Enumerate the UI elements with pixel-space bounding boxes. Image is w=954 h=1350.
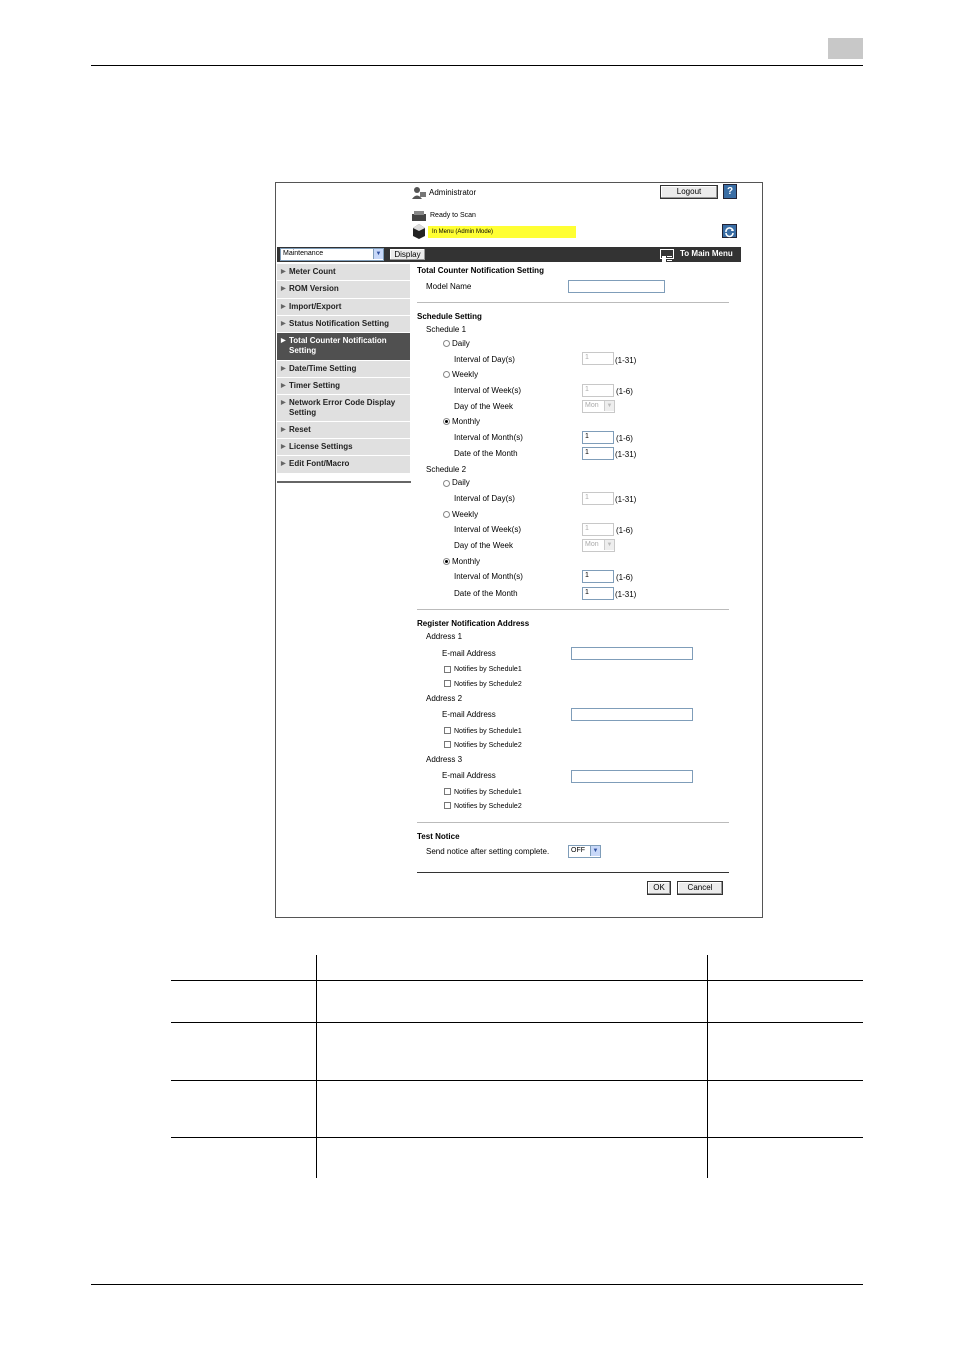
refresh-icon[interactable] <box>722 224 737 238</box>
schedule1-weekly-label: Weekly <box>452 370 479 379</box>
address3-notify-schedule2-checkbox[interactable] <box>444 802 451 809</box>
schedule2-interval-weeks-range: (1-6) <box>616 526 633 535</box>
schedule1-monthly-label: Monthly <box>452 417 481 426</box>
schedule2-date-of-month-range: (1-31) <box>615 590 637 599</box>
address3-email-label: E-mail Address <box>442 771 496 780</box>
admin-icon <box>412 186 426 199</box>
sidebar-item-license-settings[interactable]: ▶ License Settings <box>277 439 410 456</box>
sidebar-item-meter-count[interactable]: ▶ Meter Count <box>277 264 410 281</box>
table-top-rule <box>171 980 863 981</box>
chevron-down-icon: ▼ <box>590 846 600 856</box>
schedule2-date-of-month-label: Date of the Month <box>454 589 518 598</box>
schedule1-day-of-week-label: Day of the Week <box>454 402 513 411</box>
logout-button[interactable]: Logout <box>660 185 718 199</box>
status-mode-text: In Menu (Admin Mode) <box>432 229 494 235</box>
schedule2-interval-days-input[interactable]: 1 <box>582 492 614 505</box>
schedule1-interval-days-input[interactable]: 1 <box>582 352 614 365</box>
address2-title: Address 2 <box>426 694 463 703</box>
schedule1-date-of-month-label: Date of the Month <box>454 449 518 458</box>
schedule2-day-of-week-select[interactable]: Mon ▼ <box>582 539 615 552</box>
schedule1-daily-label: Daily <box>452 339 470 348</box>
schedule1-date-of-month-range: (1-31) <box>615 450 637 459</box>
sidebar-item-total-counter-notification[interactable]: ▶ Total Counter Notification Setting <box>277 333 410 361</box>
schedule2-day-of-week-label: Day of the Week <box>454 541 513 550</box>
status-ready: Ready to Scan <box>430 212 476 219</box>
to-main-menu-link[interactable]: To Main Menu <box>680 249 733 258</box>
status-mode-bar <box>428 226 576 238</box>
sidebar <box>276 264 412 482</box>
schedule2-weekly-radio[interactable] <box>443 511 450 518</box>
arrow-right-icon: ▶ <box>281 366 286 372</box>
table-row-rule <box>171 1080 863 1081</box>
sidebar-item-timer[interactable]: ▶ Timer Setting <box>277 378 410 395</box>
address1-notify-schedule2-label: Notifies by Schedule2 <box>454 681 522 688</box>
schedule2-daily-label: Daily <box>452 478 470 487</box>
schedule2-monthly-radio[interactable] <box>443 558 450 565</box>
page-number-tab <box>828 38 863 59</box>
arrow-right-icon: ▶ <box>281 321 286 327</box>
page-header-rule <box>91 65 863 66</box>
schedule2-weekly-label: Weekly <box>452 510 479 519</box>
table-row-rule <box>171 1137 863 1138</box>
category-select-value: Maintenance <box>283 250 324 257</box>
arrow-right-icon: ▶ <box>281 269 286 275</box>
schedule2-interval-months-label: Interval of Month(s) <box>454 572 523 581</box>
schedule-setting-title: Schedule Setting <box>417 312 482 321</box>
address1-email-label: E-mail Address <box>442 649 496 658</box>
schedule1-title: Schedule 1 <box>426 325 467 334</box>
schedule2-interval-weeks-input[interactable]: 1 <box>582 523 614 536</box>
model-name-input[interactable] <box>568 280 665 293</box>
address3-notify-schedule1-label: Notifies by Schedule1 <box>454 789 522 796</box>
test-notice-title: Test Notice <box>417 832 460 841</box>
arrow-right-icon: ▶ <box>281 400 286 406</box>
arrow-right-icon: ▶ <box>281 461 286 467</box>
schedule2-title: Schedule 2 <box>426 465 467 474</box>
address1-notify-schedule1-checkbox[interactable] <box>444 666 451 673</box>
address2-notify-schedule2-label: Notifies by Schedule2 <box>454 742 522 749</box>
schedule1-interval-weeks-range: (1-6) <box>616 387 633 396</box>
schedule1-interval-months-range: (1-6) <box>616 434 633 443</box>
divider <box>417 302 729 303</box>
address3-notify-schedule2-label: Notifies by Schedule2 <box>454 803 522 810</box>
divider <box>417 872 729 873</box>
schedule1-interval-days-range: (1-31) <box>615 356 637 365</box>
table-column-rule <box>707 955 708 1178</box>
schedule2-interval-days-label: Interval of Day(s) <box>454 494 515 503</box>
register-address-title: Register Notification Address <box>417 619 530 628</box>
sidebar-item-edit-font-macro[interactable]: ▶ Edit Font/Macro <box>277 456 410 474</box>
schedule2-interval-months-input[interactable]: 1 <box>582 570 614 583</box>
sidebar-item-import-export[interactable]: ▶ Import/Export <box>277 299 410 316</box>
schedule1-weekly-radio[interactable] <box>443 371 450 378</box>
address2-email-label: E-mail Address <box>442 710 496 719</box>
schedule1-daily-radio[interactable] <box>443 340 450 347</box>
help-icon: ? <box>726 186 734 197</box>
address3-title: Address 3 <box>426 755 463 764</box>
schedule1-interval-weeks-input[interactable]: 1 <box>582 384 614 397</box>
address2-email-input[interactable] <box>571 708 693 721</box>
schedule2-monthly-label: Monthly <box>452 557 481 566</box>
address1-notify-schedule1-label: Notifies by Schedule1 <box>454 666 522 673</box>
page-footer-rule <box>91 1284 863 1285</box>
schedule2-interval-months-range: (1-6) <box>616 573 633 582</box>
address1-title: Address 1 <box>426 632 463 641</box>
display-button[interactable]: Display <box>389 248 426 261</box>
cancel-button[interactable]: Cancel <box>677 881 723 895</box>
administrator-label: Administrator <box>429 188 477 197</box>
screenshot-frame <box>275 182 763 918</box>
sidebar-item-status-notification[interactable]: ▶ Status Notification Setting <box>277 316 410 333</box>
arrow-right-icon: ▶ <box>281 427 286 433</box>
sidebar-item-reset[interactable]: ▶ Reset <box>277 422 410 439</box>
divider <box>417 609 729 610</box>
sidebar-item-rom-version[interactable]: ▶ ROM Version <box>277 281 410 299</box>
arrow-right-icon: ▶ <box>281 304 286 310</box>
category-select[interactable] <box>280 248 384 261</box>
sidebar-bottom-rule <box>277 481 411 483</box>
chevron-down-icon: ▼ <box>373 249 383 259</box>
schedule1-interval-days-label: Interval of Day(s) <box>454 355 515 364</box>
chevron-down-icon: ▼ <box>604 540 614 550</box>
schedule1-day-of-week-select[interactable]: Mon ▼ <box>582 400 615 413</box>
sidebar-item-date-time[interactable]: ▶ Date/Time Setting <box>277 361 410 378</box>
help-button[interactable] <box>723 184 737 199</box>
address3-email-input[interactable] <box>571 770 693 783</box>
page-title: Total Counter Notification Setting <box>417 266 544 275</box>
table-row-rule <box>171 1022 863 1023</box>
schedule2-date-of-month-input[interactable]: 1 <box>582 587 614 600</box>
chevron-down-icon: ▼ <box>604 401 614 411</box>
address2-notify-schedule1-label: Notifies by Schedule1 <box>454 728 522 735</box>
schedule1-interval-months-label: Interval of Month(s) <box>454 433 523 442</box>
test-notice-select[interactable]: OFF ▼ <box>568 845 601 858</box>
schedule1-date-of-month-input[interactable]: 1 <box>582 447 614 460</box>
arrow-right-icon: ▶ <box>281 383 286 389</box>
arrow-right-icon: ▶ <box>281 286 286 292</box>
address1-email-input[interactable] <box>571 647 693 660</box>
schedule2-interval-days-range: (1-31) <box>615 495 637 504</box>
address2-notify-schedule2-checkbox[interactable] <box>444 741 451 748</box>
divider <box>417 822 729 823</box>
model-name-label: Model Name <box>426 282 472 291</box>
schedule1-interval-months-input[interactable]: 1 <box>582 431 614 444</box>
arrow-right-icon: ▶ <box>281 338 286 344</box>
admin-mode-icon <box>411 223 427 244</box>
arrow-right-icon: ▶ <box>281 444 286 450</box>
sidebar-item-network-error-code[interactable]: ▶ Network Error Code Display Setting <box>277 395 410 422</box>
schedule2-interval-weeks-label: Interval of Week(s) <box>454 525 521 534</box>
address2-notify-schedule1-checkbox[interactable] <box>444 727 451 734</box>
test-notice-label: Send notice after setting complete. <box>426 847 550 856</box>
table-column-rule <box>316 955 317 1178</box>
schedule2-daily-radio[interactable] <box>443 480 450 487</box>
schedule1-interval-weeks-label: Interval of Week(s) <box>454 386 521 395</box>
schedule1-monthly-radio[interactable] <box>443 418 450 425</box>
main-menu-icon <box>660 249 674 259</box>
address1-notify-schedule2-checkbox[interactable] <box>444 680 451 687</box>
ok-button[interactable]: OK <box>647 881 671 895</box>
address3-notify-schedule1-checkbox[interactable] <box>444 788 451 795</box>
